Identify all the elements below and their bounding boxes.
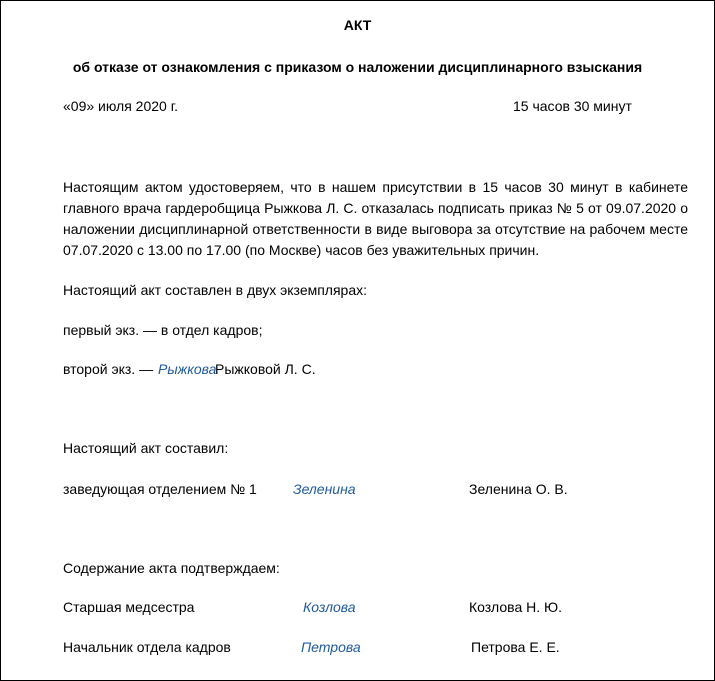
document-subtitle: об отказе от ознакомления с приказом о наложении дисциплинарного взыскания [72, 59, 643, 75]
confirmer-position: Начальник отдела кадров [63, 639, 231, 655]
confirmer-position: Старшая медсестра [63, 599, 195, 615]
confirmer-name: Козлова Н. Ю. [469, 599, 563, 615]
confirmer-signature: Козлова [303, 599, 356, 615]
confirm-label: Содержание акта подтверждаем: [63, 560, 280, 576]
document-time: 15 часов 30 минут [513, 98, 632, 114]
document-title: АКТ [343, 17, 372, 33]
confirmer-signature: Петрова [301, 639, 361, 655]
second-copy-signature: Рыжкова [158, 361, 217, 377]
copies-intro: Настоящий акт составлен в двух экземплярах: [63, 282, 368, 298]
composer-name: Зеленина О. В. [469, 481, 568, 497]
second-copy-name: Рыжковой Л. С. [215, 361, 316, 377]
second-copy-prefix: второй экз. — [63, 361, 154, 377]
composer-signature: Зеленина [293, 481, 356, 497]
composed-label: Настоящий акт составил: [63, 440, 229, 456]
document-date: «09» июля 2020 г. [63, 98, 179, 114]
first-copy-line: первый экз. — в отдел кадров; [63, 322, 263, 338]
body-paragraph: Настоящим актом удостоверяем, что в нашем присутствии в 15 часов 30 минут в кабинете главного врача гардеробщица Рыжкова Л. С. отказалась подписать приказ № 5 от 09.07.2020 о наложении дисциплинарной ответственности в виде выговора за отсутствие на рабочем месте 07.07.2020 с 13.00 по 17.00 (по Москве) часов без уважительных причин. [63, 179, 688, 258]
composer-position: заведующая отделением № 1 [63, 481, 257, 497]
confirmer-name: Петрова Е. Е. [471, 639, 560, 655]
